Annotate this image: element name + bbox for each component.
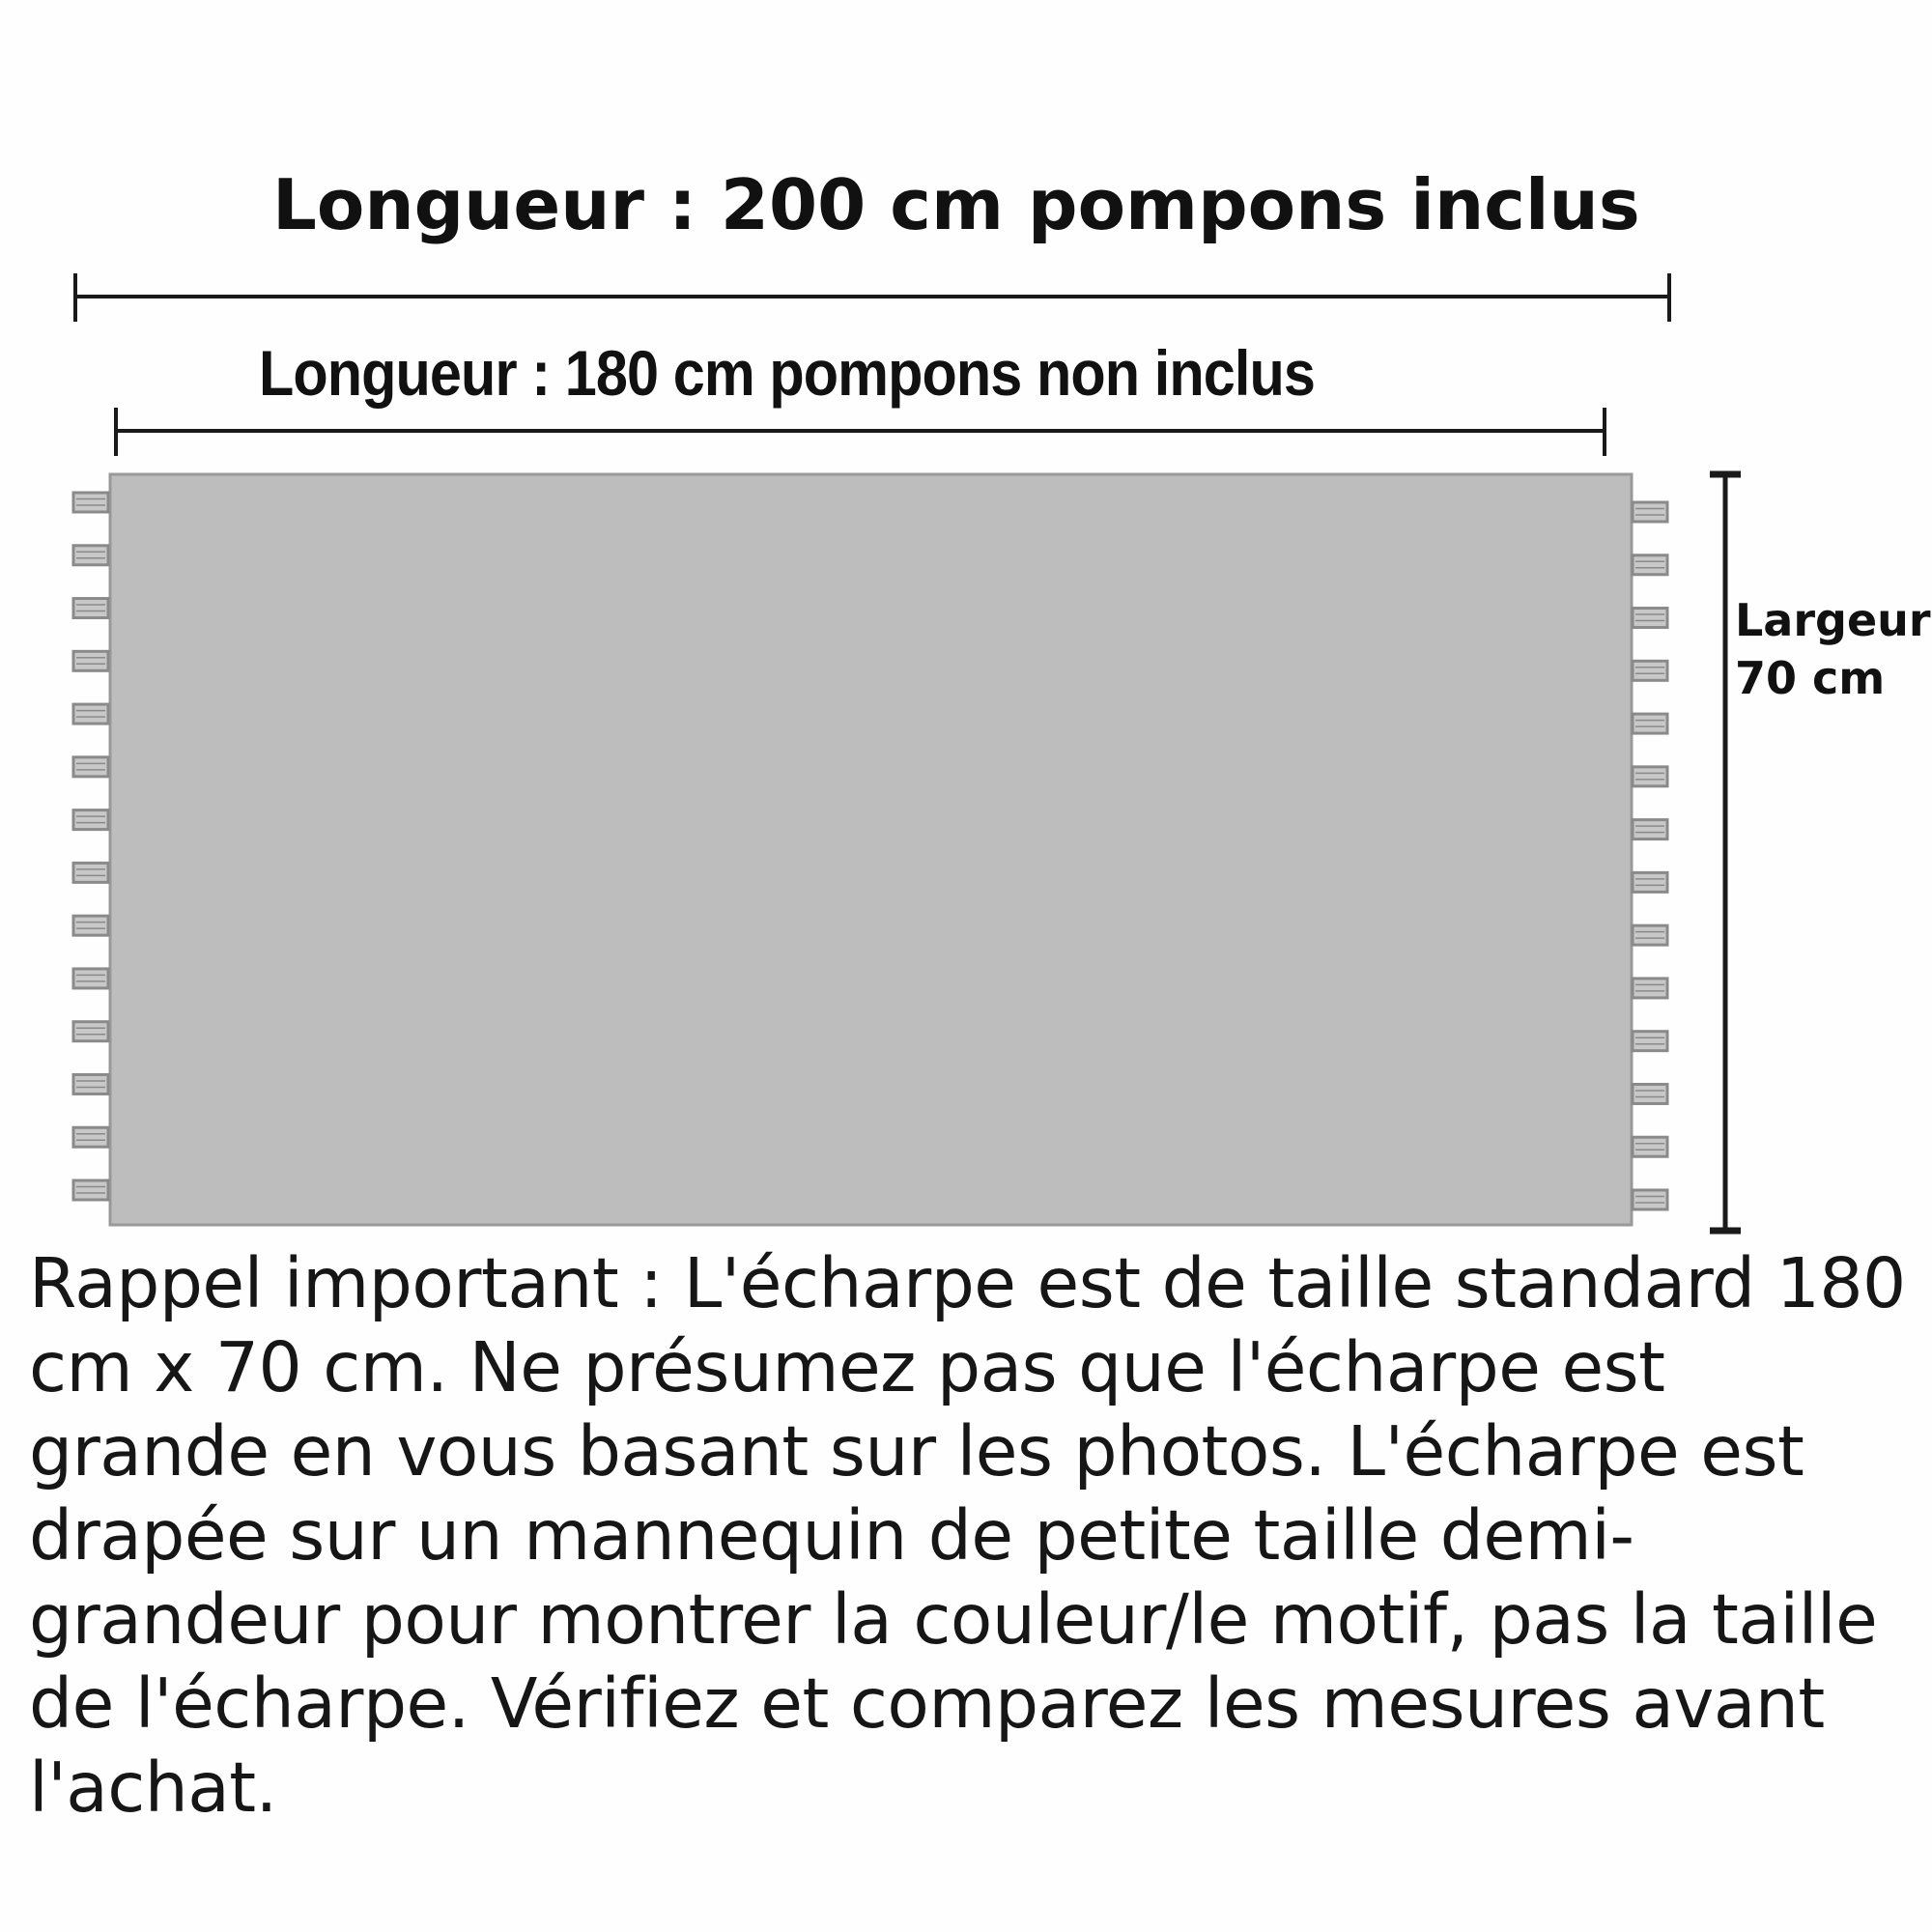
right-tassel	[1633, 1084, 1667, 1103]
left-tassel	[73, 969, 108, 988]
length-body-dimension-line	[116, 408, 1605, 456]
scarf-body	[110, 474, 1632, 1225]
right-tassels	[1633, 502, 1667, 1209]
left-tassel	[73, 757, 108, 777]
length-excluding-tassels-label: Longueur : 180 cm pompons non inclus	[259, 337, 1315, 409]
right-tassel	[1633, 555, 1667, 575]
right-tassel	[1633, 1190, 1667, 1209]
size-reminder-notice: Rappel important : L'écharpe est de taille standard 180 cm x 70 cm. Ne présumez pas que l'écharpe est grande en vous basant sur les photos. L'écharpe est drapée sur un mannequin de petite taille demi-grandeur pour montrer la couleur/le motif, pas la taille de l'écharpe. Vérifiez et comparez les mesures avant l'achat.	[29, 1243, 1906, 1828]
right-tassel	[1633, 714, 1667, 733]
right-tassel	[1633, 925, 1667, 945]
left-tassel	[73, 1127, 108, 1147]
left-tassel	[73, 651, 108, 670]
length-total-dimension-line	[75, 273, 1669, 322]
right-tassel	[1633, 820, 1667, 839]
right-tassel	[1633, 661, 1667, 680]
left-tassels	[73, 493, 108, 1200]
left-tassel	[73, 1180, 108, 1200]
right-tassel	[1633, 502, 1667, 522]
left-tassel	[73, 1074, 108, 1094]
right-tassel	[1633, 979, 1667, 998]
right-tassel	[1633, 872, 1667, 892]
left-tassel	[73, 704, 108, 724]
left-tassel	[73, 493, 108, 512]
width-dimension-line	[1710, 474, 1741, 1231]
left-tassel	[73, 810, 108, 830]
right-tassel	[1633, 1137, 1667, 1156]
width-label-value: 70 cm	[1735, 652, 1886, 704]
left-tassel	[73, 599, 108, 618]
length-including-tassels-label: Longueur : 200 cm pompons inclus	[272, 164, 1640, 245]
right-tassel	[1633, 1032, 1667, 1051]
left-tassel	[73, 916, 108, 935]
right-tassel	[1633, 609, 1667, 628]
left-tassel	[73, 863, 108, 882]
right-tassel	[1633, 767, 1667, 786]
left-tassel	[73, 1022, 108, 1041]
width-label-title: Largeur	[1735, 594, 1931, 646]
left-tassel	[73, 546, 108, 565]
